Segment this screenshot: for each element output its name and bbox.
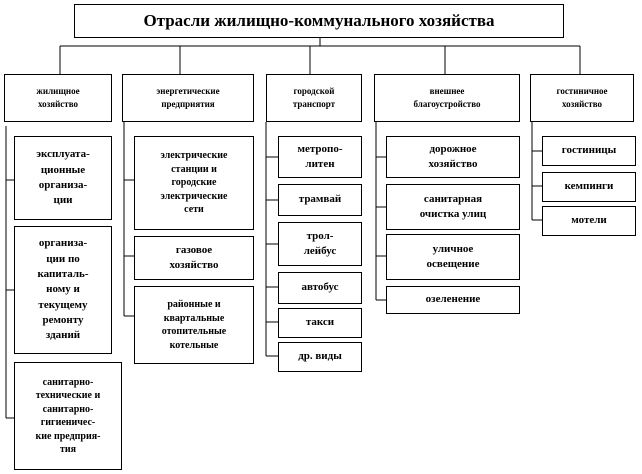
item-operating-organizations: эксплуата- ционные организа- ции [14, 136, 112, 220]
header-housing: жилищное хозяйство [4, 74, 112, 122]
item-bus: автобус [278, 272, 362, 304]
item-boiler-houses: районные и квартальные отопительные котельные [134, 286, 254, 364]
item-road-economy: дорожное хозяйство [386, 136, 520, 178]
item-street-lighting: уличное освещение [386, 234, 520, 280]
header-landscaping: внешнее благоустройство [374, 74, 520, 122]
header-energy: энергетические предприятия [122, 74, 254, 122]
item-other-types: др. виды [278, 342, 362, 372]
diagram-title: Отрасли жилищно-коммунального хозяйства [74, 4, 564, 38]
item-sanitary-enterprises: санитарно- технические и санитарно- гигиеничес- кие предприя- тия [14, 362, 122, 470]
item-power-stations: электрические станции и городские электрические сети [134, 136, 254, 230]
item-repair-organizations: организа- ции по капиталь- ному и текущему ремонту зданий [14, 226, 112, 354]
item-campings: кемпинги [542, 172, 636, 202]
item-motels: мотели [542, 206, 636, 236]
header-hotels: гостиничное хозяйство [530, 74, 634, 122]
item-trolleybus: трол- лейбус [278, 222, 362, 266]
item-street-cleaning: санитарная очистка улиц [386, 184, 520, 230]
item-metro: метропо- литен [278, 136, 362, 178]
header-transport: городской транспорт [266, 74, 362, 122]
item-gas-economy: газовое хозяйство [134, 236, 254, 280]
item-hotels: гостиницы [542, 136, 636, 166]
item-taxi: такси [278, 308, 362, 338]
item-tram: трамвай [278, 184, 362, 216]
item-greening: озеленение [386, 286, 520, 314]
